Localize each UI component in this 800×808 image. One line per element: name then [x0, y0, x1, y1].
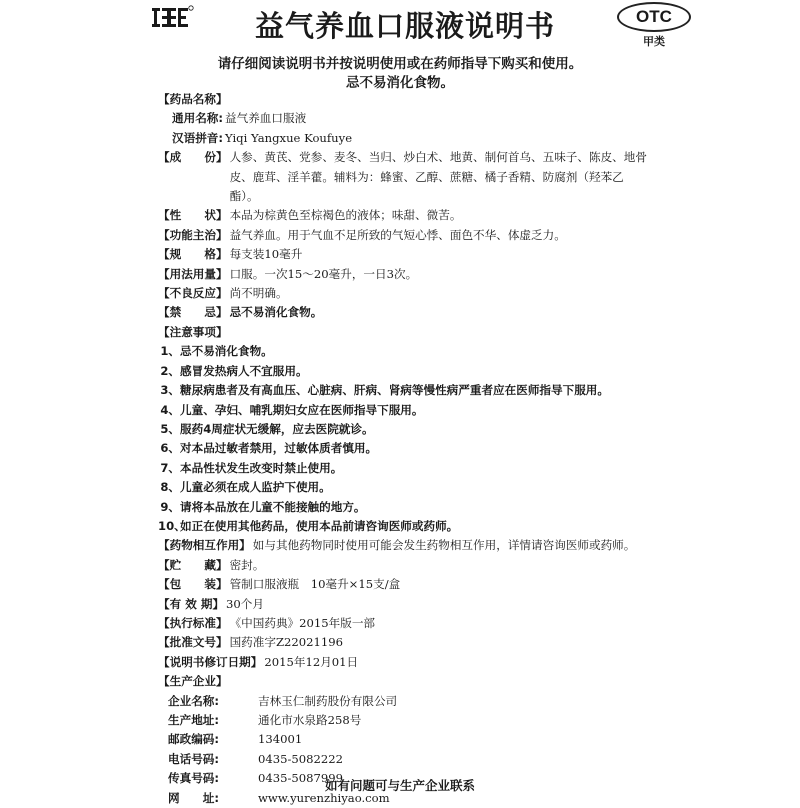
list-item: 8、儿童必须在成人监护下使用。 [160, 480, 331, 495]
revision-value: 2015年12月01日 [264, 654, 359, 669]
package-value: 管制口服液瓶 10毫升×15支/盒 [229, 577, 401, 592]
address-value: 通化市水泉路258号 [258, 713, 362, 727]
phone-row [158, 750, 698, 769]
dosage-label: 【用法用量】 [158, 266, 228, 281]
generic-name-value: 益气养血口服液 [225, 111, 307, 126]
drug-name-section [158, 90, 698, 109]
manufacturer-label: 【生产企业】 [158, 674, 228, 689]
website-value: www.yurenzhiyao.com [258, 790, 390, 805]
package-label: 【包 装】 [158, 577, 228, 592]
approval-value: 国药准字Z22021196 [229, 635, 344, 650]
ingredients-label: 【成 份】 [158, 150, 228, 165]
standard-row [158, 614, 698, 633]
validity-value: 30个月 [226, 596, 264, 611]
phone-value: 0435-5082222 [258, 751, 344, 766]
ingredients-value: 人参、黄芪、党参、麦冬、当归、炒白术、地黄、制何首乌、五味子、陈皮、地骨皮、鹿茸、淫羊藿。辅料为：蜂蜜、乙醇、蔗糖、橘子香精、防腐剂（羟苯乙酯）。 [229, 150, 647, 204]
spec-row [158, 245, 698, 264]
contraindication-row [158, 303, 698, 322]
appearance-row [158, 206, 698, 225]
list-item: 4、儿童、孕妇、哺乳期妇女应在医师指导下服用。 [160, 402, 424, 417]
generic-name-label: 通用名称: [172, 111, 224, 126]
diet-warning: 忌不易消化食物。 [346, 75, 454, 91]
fax-label: 传真号码: [168, 771, 220, 786]
precautions-label: 【注意事项】 [158, 324, 228, 339]
appearance-label: 【性 状】 [158, 208, 228, 223]
revision-row [158, 653, 698, 672]
company-value: 吉林玉仁制药股份有限公司 [258, 693, 398, 708]
adverse-label: 【不良反应】 [158, 286, 228, 301]
address-label: 生产地址: [168, 713, 220, 727]
contraindication-value: 忌不易消化食物。 [229, 305, 323, 320]
pinyin-value: Yiqi Yangxue Koufuye [225, 130, 353, 145]
list-item: 1、忌不易消化食物。 [160, 344, 273, 359]
validity-row [158, 595, 698, 614]
appearance-value: 本品为棕黄色至棕褐色的液体；味甜、微苦。 [229, 208, 462, 223]
postcode-label: 邮政编码: [168, 732, 220, 747]
contact-footer: 如有问题可与生产企业联系 [324, 778, 475, 793]
storage-value: 密封。 [229, 557, 265, 572]
storage-label: 【贮 藏】 [158, 557, 228, 572]
otc-badge [614, 2, 694, 49]
indications-label: 【功能主治】 [158, 227, 228, 242]
adverse-row [158, 284, 698, 303]
pinyin-row [158, 129, 698, 148]
phone-label: 电话号码: [168, 751, 220, 766]
generic-name-row [158, 109, 698, 128]
postcode-row [158, 730, 698, 749]
dosage-value: 口服。一次15～20毫升，一日3次。 [229, 266, 418, 281]
dosage-row [158, 265, 698, 284]
company-label: 企业名称: [168, 693, 220, 708]
adverse-value: 尚不明确。 [229, 286, 288, 301]
indications-value: 益气养血。用于气血不足所致的气短心悸、面色不华、体虚乏力。 [229, 227, 566, 242]
list-item: 6、对本品过敏者禁用，过敏体质者慎用。 [160, 441, 378, 456]
revision-label: 【说明书修订日期】 [158, 654, 263, 669]
otc-class: 甲类 [643, 35, 665, 48]
list-item: 3、糖尿病患者及有高血压、心脏病、肝病、肾病等慢性病严重者应在医师指导下服用。 [160, 383, 609, 398]
company-logo [150, 4, 194, 30]
manufacturer-section [158, 672, 698, 691]
approval-label: 【批准文号】 [158, 635, 228, 650]
precautions-section [158, 323, 698, 342]
pinyin-label: 汉语拼音: [172, 130, 224, 145]
storage-row [158, 556, 698, 575]
address-row [158, 711, 698, 730]
company-row [158, 692, 698, 711]
indications-row [158, 226, 698, 245]
ingredients-row [158, 148, 698, 206]
list-item: 10、如正在使用其他药品，使用本品前请咨询医师或药师。 [158, 518, 459, 533]
interaction-value: 如与其他药物同时使用可能会发生药物相互作用，详情请咨询医师或药师。 [252, 538, 636, 553]
standard-label: 【执行标准】 [158, 615, 228, 630]
standard-value: 《中国药典》2015年版一部 [229, 615, 376, 630]
website-label: 网 址: [168, 790, 220, 805]
interaction-row [158, 536, 698, 555]
usage-warning: 请仔细阅读说明书并按说明使用或在药师指导下购买和使用。 [217, 56, 583, 72]
precautions-list [158, 342, 698, 536]
list-item: 5、服药4周症状无缓解，应去医院就诊。 [160, 421, 374, 436]
interaction-label: 【药物相互作用】 [158, 538, 251, 553]
page-title: 益气养血口服液说明书 [254, 9, 555, 43]
contraindication-label: 【禁 忌】 [158, 305, 228, 320]
postcode-value: 134001 [258, 732, 303, 747]
drug-name-label: 【药品名称】 [158, 92, 228, 106]
validity-label: 【有 效 期】 [158, 596, 225, 611]
otc-mark: OTC [617, 2, 691, 32]
approval-row [158, 633, 698, 652]
spec-value: 每支装10毫升 [229, 247, 303, 262]
list-item: 2、感冒发热病人不宜服用。 [160, 363, 308, 378]
fax-value: 0435-5087999 [258, 771, 344, 786]
spec-label: 【规 格】 [158, 247, 228, 262]
list-item: 7、本品性状发生改变时禁止使用。 [160, 460, 343, 475]
package-row [158, 575, 698, 594]
list-item: 9、请将本品放在儿童不能接触的地方。 [160, 499, 366, 514]
leaflet-body [158, 90, 698, 808]
